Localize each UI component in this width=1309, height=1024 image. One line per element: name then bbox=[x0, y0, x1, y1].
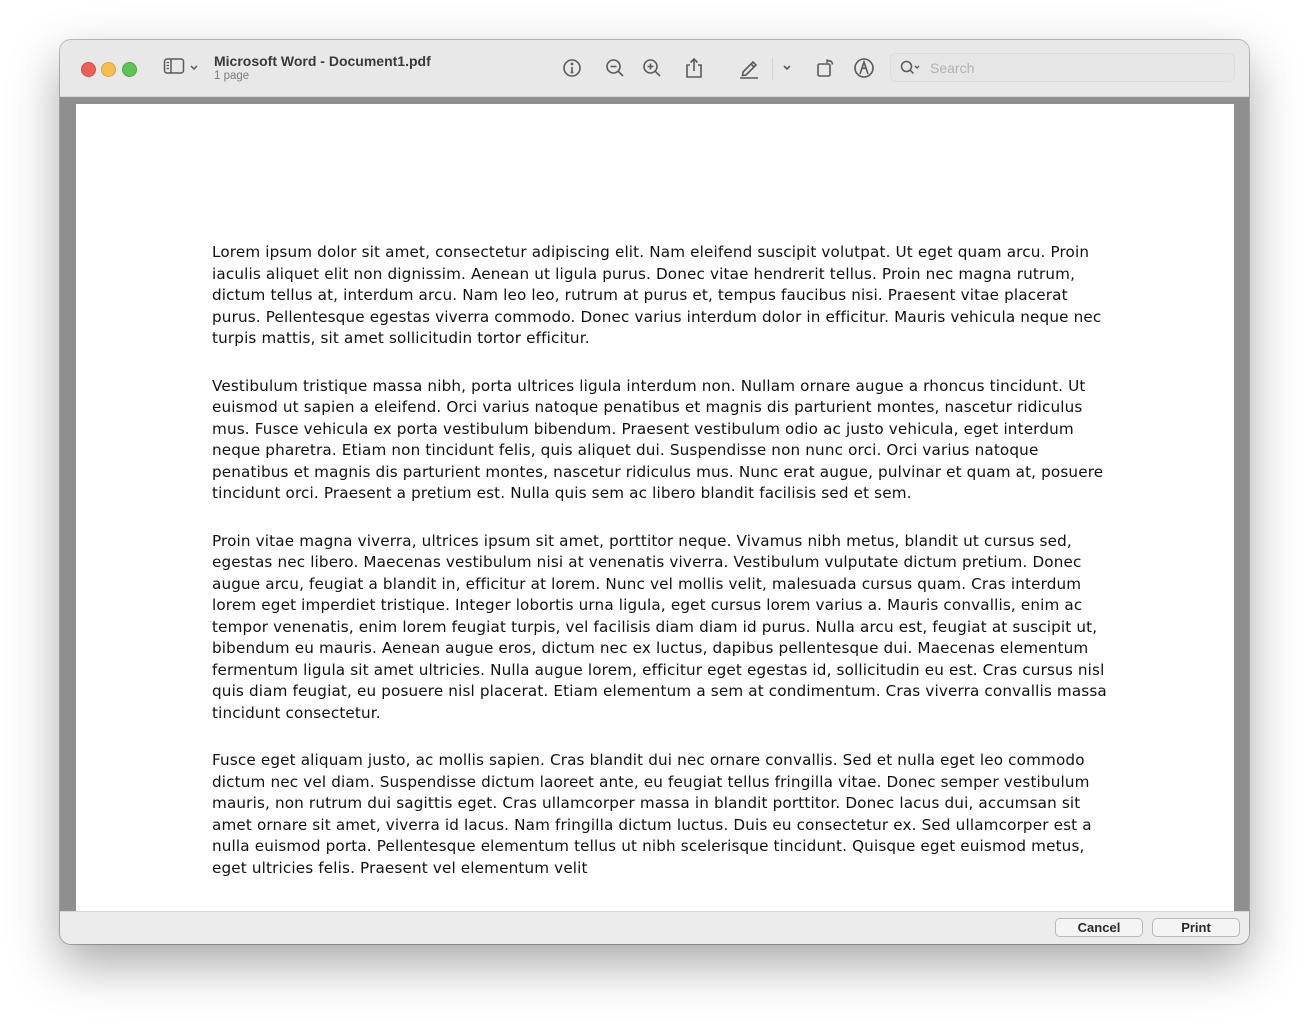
print-footer bbox=[60, 911, 1249, 944]
markup-button[interactable] bbox=[737, 56, 761, 80]
page-count: 1 page bbox=[214, 70, 250, 82]
zoom-out-icon bbox=[605, 58, 625, 78]
markup-options-button[interactable] bbox=[775, 56, 799, 80]
search-icon bbox=[900, 59, 922, 77]
print-button[interactable]: Print bbox=[1152, 918, 1240, 937]
info-button[interactable] bbox=[560, 56, 584, 80]
search-field[interactable] bbox=[890, 53, 1235, 82]
search-input[interactable] bbox=[928, 59, 1222, 77]
paragraph: Fusce eget aliquam justo, ac mollis sapien. Cras blandit dui nec ornare convallis. Sed et nulla eget leo commodo dictum nec vel diam. Suspendisse dictum laoreet ante, eu feugiat tellus fringilla vitae. Donec semper vestibulum mauris, non rutrum dui sagittis eget. Cras ullamcorper massa in blandit porttitor. Donec lacus dui, accumsan sit amet ornare sit amet, viverra id lacus. Nam fringilla dictum luctus. Duis eu consectetur ex. Sed ullamcorper est a nulla euismod porta. Pellentesque elementum tellus ut nibh scelerisque tincidunt. Quisque eget euismod metus, eget ultricies felis. Praesent vel elementum velit bbox=[212, 751, 1092, 877]
document-viewer[interactable] bbox=[60, 97, 1249, 912]
paragraph: Vestibulum tristique massa nibh, porta ultrices ligula interdum non. Nullam ornare augue a rhoncus tincidunt. Ut euismod ut sapien a eleifend. Orci varius natoque penatibus et magnis dis parturient montes, nascetur ridiculus mus. Fusce vehicula ex porta vestibulum bibendum. Praesent vestibulum odio ac justo vehicula, eget interdum neque pharetra. Etiam non tincidunt felis, quis aliquet dui. Suspendisse non nunc orci. Orci varius natoque penatibus et magnis dis parturient montes, nascetur ridiculus mus. Nunc erat augue, pulvinar et quam at, posuere tincidunt orci. Praesent a pretium est. Nulla quis sem ac libero blandit facilisis sed et sem. bbox=[212, 376, 1104, 502]
cancel-button[interactable]: Cancel bbox=[1055, 918, 1143, 937]
paragraph: Proin vitae magna viverra, ultrices ipsum sit amet, porttitor neque. Vivamus nibh metus, blandit ut cursus sed, egestas nec libero. Maecenas vestibulum nisi at venenatis viverra. Vestibulum vulputate dictum pretium. Donec augue arcu, feugiat a blandit in, efficitur at lorem. Nunc vel mollis velit, malesuada cursus quam. Cras interdum lorem eget imperdiet tristique. Integer lobortis urna ligula, eget cursus lorem varius a. Mauris convallis, enim ac tempor venenatis, enim lorem feugiat turpis, vel facilisis diam diam id purus. Nulla arcu est, feugiat at suscipit ut, bibendum eu mauris. Aenean augue eros, dictum nec ex luctus, dapibus pellentesque dui. Maecenas elementum fermentum ligula sit amet ultricies. Nulla augue lorem, efficitur eget egestas id, sollicitudin eu est. Cras cursus nisl quis diam feugiat, eu posuere nisl placerat. Etiam elementum a sem at condimentum. Cras viverra convallis massa tincidunt consectetur. bbox=[212, 531, 1107, 722]
zoom-in-icon bbox=[642, 58, 662, 78]
pdf-page bbox=[76, 104, 1234, 912]
close-button[interactable] bbox=[81, 62, 96, 77]
rotate-icon bbox=[815, 57, 837, 79]
share-icon bbox=[684, 57, 704, 79]
share-button[interactable] bbox=[682, 56, 706, 80]
annotate-button[interactable] bbox=[852, 56, 876, 80]
document-text bbox=[212, 242, 1112, 905]
chevron-down-icon bbox=[781, 63, 793, 73]
markup-pen-icon bbox=[738, 57, 760, 79]
preview-window bbox=[60, 40, 1249, 944]
title-block bbox=[214, 53, 431, 82]
paragraph: Lorem ipsum dolor sit amet, consectetur adipiscing elit. Nam eleifend suscipit volutpat. Ut eget quam arcu. Proin iaculis aliquet elit non dignissim. Aenean ut ligula purus. Donec vitae hendrerit tellus. Proin nec magna rutrum, dictum tellus at, interdum arcu. Nam leo leo, rutrum at purus et, tempus faucibus nisi. Praesent vitae placerat purus. Pellentesque egestas viverra commodo. Donec varius interdum dolor in efficitur. Mauris vehicula neque nec turpis mattis, sit amet sollicitudin tortor efficitur. bbox=[212, 243, 1102, 347]
zoom-in-button[interactable] bbox=[640, 56, 664, 80]
maximize-button[interactable] bbox=[122, 62, 137, 77]
chevron-down-icon bbox=[189, 59, 199, 77]
rotate-button[interactable] bbox=[814, 56, 838, 80]
info-icon bbox=[562, 58, 582, 78]
zoom-out-button[interactable] bbox=[603, 56, 627, 80]
sidebar-toggle-button[interactable] bbox=[163, 57, 203, 79]
annotate-icon bbox=[853, 57, 875, 79]
document-title: Microsoft Word - Document1.pdf bbox=[214, 53, 431, 69]
toolbar-divider bbox=[772, 58, 773, 80]
minimize-button[interactable] bbox=[101, 62, 116, 77]
title-bar bbox=[60, 40, 1249, 97]
sidebar-icon bbox=[163, 57, 185, 80]
